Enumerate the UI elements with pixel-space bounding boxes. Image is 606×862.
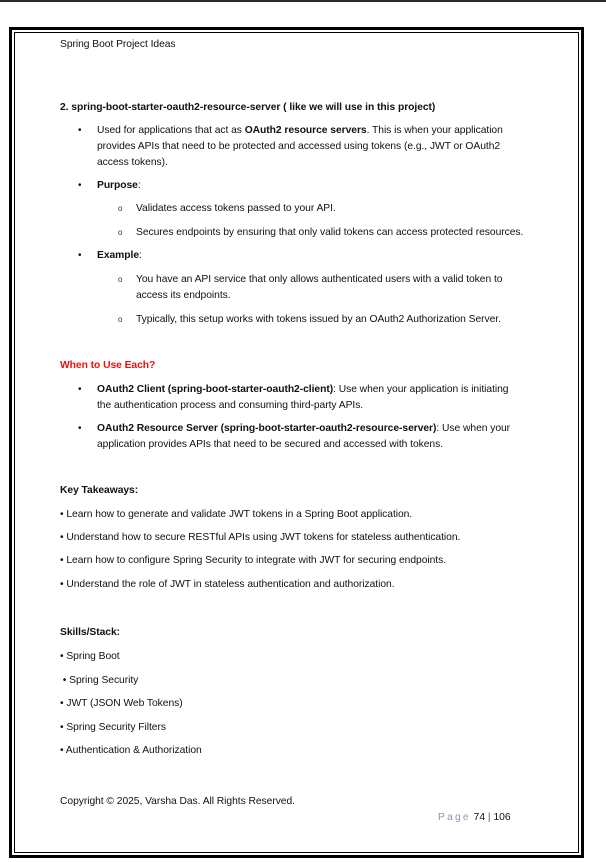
skill-item: • Spring Security [60,675,139,686]
skill-item: • JWT (JSON Web Tokens) [60,698,183,709]
bold-term: OAuth2 Resource Server (spring-boot-starter-oauth2-resource-server) [97,423,437,434]
key-takeaways-heading: Key Takeaways: [60,485,139,496]
sub-bullet-icon: o [118,228,123,237]
skill-item: • Spring Boot [60,651,120,662]
text: . This is when your application [366,125,503,136]
bullet-icon: • [78,384,82,395]
bold-label: Example [97,250,140,261]
copyright-notice: Copyright © 2025, Varsha Das. All Rights Reserved. [60,796,295,807]
window-top-edge [0,0,606,2]
page-header-title: Spring Boot Project Ideas [60,39,176,50]
list-item-example [97,249,142,263]
sub-bullet-icon: o [118,315,123,324]
sub-list-item: You have an API service that only allows authenticated users with a valid token to [136,274,503,285]
skill-item: • Spring Security Filters [60,722,166,733]
sub-bullet-icon: o [118,204,123,213]
page-current: 74 [473,812,486,823]
list-item-line: access tokens). [97,157,168,168]
text: : Use when your application is initiating [333,384,509,395]
page-separator: | [487,812,491,823]
bullet-icon: • [78,423,82,434]
sub-list-item: Validates access tokens passed to your API. [136,203,336,214]
list-item-line: the authentication process and consuming third-party APIs. [97,400,364,411]
skills-heading: Skills/Stack: [60,627,121,638]
page-number [438,811,511,825]
list-item-purpose [97,179,141,193]
list-item-line: application provides APIs that need to be secured and accessed with tokens. [97,439,443,450]
sub-list-item: Typically, this setup works with tokens issued by an OAuth2 Authorization Server. [136,314,501,325]
list-item [97,124,503,138]
text: : Use when your [436,423,511,434]
bullet-icon: • [78,180,82,191]
takeaway-item: • Understand how to secure RESTful APIs using JWT tokens for stateless authentication. [60,532,461,543]
bullet-icon: • [78,250,82,261]
bold-term: OAuth2 Client (spring-boot-starter-oauth2-client) [97,384,334,395]
list-item [97,422,510,436]
colon: : [139,250,142,261]
bold-label: Purpose [97,180,138,191]
colon: : [137,180,141,191]
sub-bullet-icon: o [118,275,123,284]
text: Used for applications that act as [97,125,245,136]
when-to-use-heading: When to Use Each? [60,360,156,371]
list-item-line: provides APIs that need to be protected and accessed using tokens (e.g., JWT or OAuth2 [97,141,501,152]
takeaway-item: • Learn how to generate and validate JWT tokens in a Spring Boot application. [60,509,413,520]
skill-item: • Authentication & Authorization [60,745,202,756]
page-label: Page [438,812,471,823]
sub-list-item-line: access its endpoints. [136,290,231,301]
list-item [97,383,508,397]
section-heading: 2. spring-boot-starter-oauth2-resource-server ( like we will use in this project) [60,102,436,113]
page-total: 106 [493,812,511,823]
bullet-icon: • [78,125,82,136]
bold-term: OAuth2 resource servers [244,125,367,136]
sub-list-item: Secures endpoints by ensuring that only valid tokens can access protected resources. [136,227,524,238]
takeaway-item: • Understand the role of JWT in stateless authentication and authorization. [60,579,395,590]
takeaway-item: • Learn how to configure Spring Security to integrate with JWT for securing endpoints. [60,555,447,566]
